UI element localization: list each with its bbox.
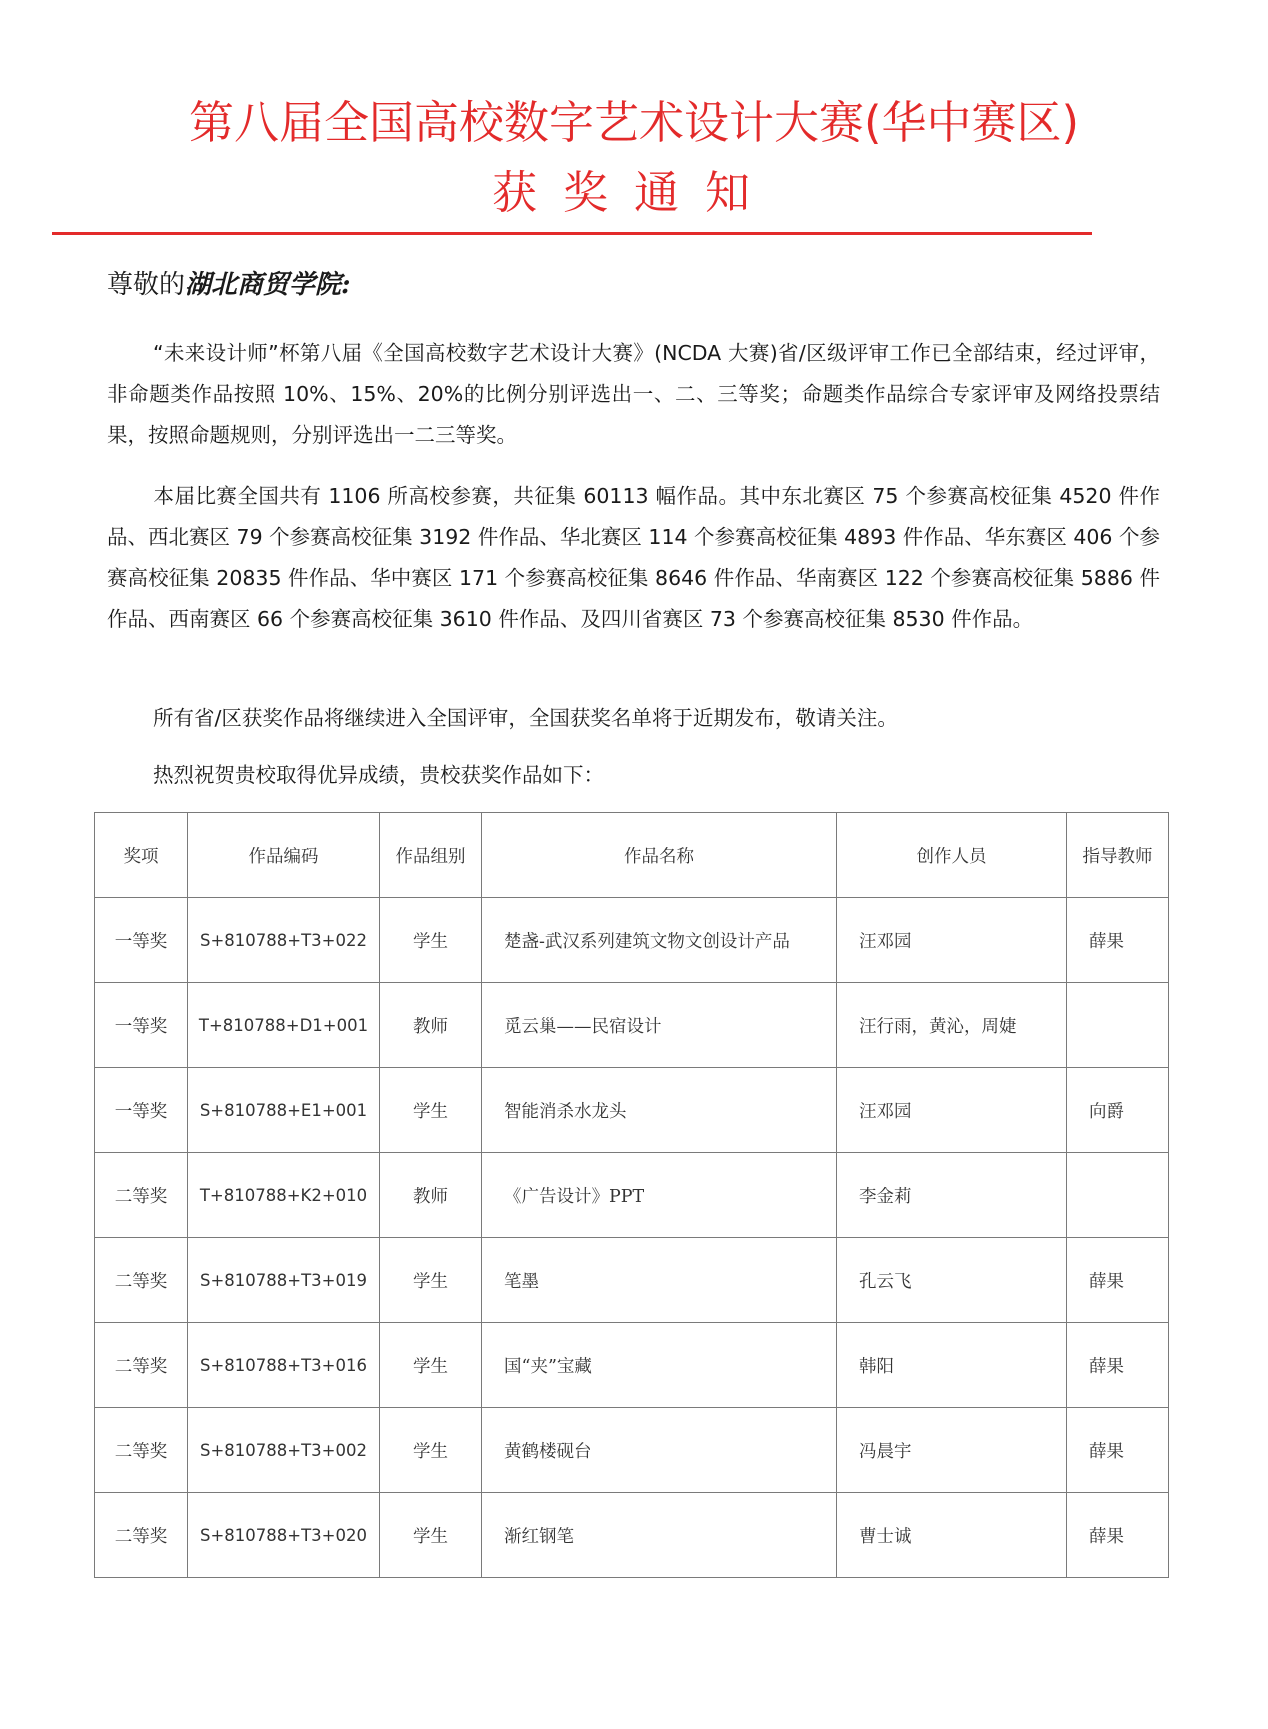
cell-creators: 汪邓园 <box>837 1068 1067 1153</box>
cell-advisor: 薛果 <box>1067 1408 1169 1493</box>
table-row <box>95 983 1169 1068</box>
cell-work-name: 渐红钢笔 <box>482 1493 837 1578</box>
table-header-row <box>95 813 1169 898</box>
cell-code: T+810788+D1+001 <box>188 983 380 1068</box>
cell-award: 二等奖 <box>95 1493 188 1578</box>
cell-creators: 曹士诚 <box>837 1493 1067 1578</box>
header-work-name: 作品名称 <box>482 813 837 898</box>
cell-work-name: 楚盏-武汉系列建筑文物文创设计产品 <box>482 898 837 983</box>
cell-creators: 冯晨宇 <box>837 1408 1067 1493</box>
table-row <box>95 1238 1169 1323</box>
cell-code: S+810788+T3+019 <box>188 1238 380 1323</box>
cell-advisor: 薛果 <box>1067 1238 1169 1323</box>
table-row <box>95 1493 1169 1578</box>
cell-advisor: 薛果 <box>1067 1323 1169 1408</box>
cell-group: 学生 <box>380 1408 482 1493</box>
cell-advisor: 向爵 <box>1067 1068 1169 1153</box>
awards-table <box>94 812 1169 1578</box>
cell-award: 二等奖 <box>95 1408 188 1493</box>
cell-work-name: 《广告设计》PPT <box>482 1153 837 1238</box>
notice-subtitle: 获奖通知 <box>491 166 776 219</box>
paragraph-congrats-text: 热烈祝贺贵校取得优异成绩，贵校获奖作品如下： <box>153 763 604 787</box>
cell-code: T+810788+K2+010 <box>188 1153 380 1238</box>
paragraph-statistics <box>107 476 1160 640</box>
cell-group: 学生 <box>380 1238 482 1323</box>
cell-award: 一等奖 <box>95 898 188 983</box>
cell-award: 一等奖 <box>95 1068 188 1153</box>
cell-creators: 汪行雨，黄沁，周婕 <box>837 983 1067 1068</box>
cell-group: 学生 <box>380 1493 482 1578</box>
header-code: 作品编码 <box>188 813 380 898</box>
cell-advisor <box>1067 983 1169 1068</box>
table-row <box>95 898 1169 983</box>
table-row <box>95 1323 1169 1408</box>
cell-work-name: 黄鹤楼砚台 <box>482 1408 837 1493</box>
red-divider <box>52 232 1092 235</box>
salutation-prefix: 尊敬的 <box>107 270 186 300</box>
cell-award: 二等奖 <box>95 1323 188 1408</box>
cell-award: 二等奖 <box>95 1153 188 1238</box>
cell-creators: 孔云飞 <box>837 1238 1067 1323</box>
cell-code: S+810788+T3+016 <box>188 1323 380 1408</box>
cell-group: 教师 <box>380 983 482 1068</box>
cell-award: 一等奖 <box>95 983 188 1068</box>
paragraph-congrats <box>107 755 1160 796</box>
cell-work-name: 觅云巢——民宿设计 <box>482 983 837 1068</box>
notice-title: 第八届全国高校数字艺术设计大赛(华中赛区) <box>188 96 1080 149</box>
table-row <box>95 1153 1169 1238</box>
cell-creators: 李金莉 <box>837 1153 1067 1238</box>
cell-advisor <box>1067 1153 1169 1238</box>
header-creators: 创作人员 <box>837 813 1067 898</box>
salutation <box>107 268 351 302</box>
header-advisor: 指导教师 <box>1067 813 1169 898</box>
cell-advisor: 薛果 <box>1067 1493 1169 1578</box>
cell-work-name: 智能消杀水龙头 <box>482 1068 837 1153</box>
header-group: 作品组别 <box>380 813 482 898</box>
cell-code: S+810788+E1+001 <box>188 1068 380 1153</box>
cell-code: S+810788+T3+002 <box>188 1408 380 1493</box>
school-name: 湖北商贸学院: <box>185 270 351 300</box>
cell-award: 二等奖 <box>95 1238 188 1323</box>
cell-creators: 汪邓园 <box>837 898 1067 983</box>
paragraph-national-review-text: 所有省/区获奖作品将继续进入全国评审，全国获奖名单将于近期发布，敬请关注。 <box>153 706 898 730</box>
table-row <box>95 1068 1169 1153</box>
cell-group: 学生 <box>380 898 482 983</box>
paragraph-national-review <box>107 698 1160 739</box>
cell-creators: 韩阳 <box>837 1323 1067 1408</box>
cell-code: S+810788+T3+020 <box>188 1493 380 1578</box>
cell-group: 教师 <box>380 1153 482 1238</box>
cell-group: 学生 <box>380 1068 482 1153</box>
cell-code: S+810788+T3+022 <box>188 898 380 983</box>
cell-advisor: 薛果 <box>1067 898 1169 983</box>
paragraph-intro-text: “未来设计师”杯第八届《全国高校数字艺术设计大赛》(NCDA 大赛)省/区级评审工作已全部结束，经过评审，非命题类作品按照 10%、15%、20%的比例分别评选出一、二、三等奖；命题类作品综合专家评审及网络投票结果，按照命题规则，分别评选出一二三等奖。 <box>107 341 1160 447</box>
paragraph-intro <box>107 333 1160 456</box>
header-award: 奖项 <box>95 813 188 898</box>
cell-work-name: 笔墨 <box>482 1238 837 1323</box>
paragraph-statistics-text: 本届比赛全国共有 1106 所高校参赛，共征集 60113 幅作品。其中东北赛区 75 个参赛高校征集 4520 件作品、西北赛区 79 个参赛高校征集 3192 件作品、华北赛区 114 个参赛高校征集 4893 件作品、华东赛区 406 个参赛高校征集 20835 件作品、华中赛区 171 个参赛高校征集 8646 件作品、华南赛区 122 个参赛高校征集 5886 件作品、西南赛区 66 个参赛高校征集 3610 件作品、及四川省赛区 73 个参赛高校征集 8530 件作品。 <box>107 484 1160 631</box>
table-row <box>95 1408 1169 1493</box>
cell-group: 学生 <box>380 1323 482 1408</box>
cell-work-name: 国“夹”宝藏 <box>482 1323 837 1408</box>
